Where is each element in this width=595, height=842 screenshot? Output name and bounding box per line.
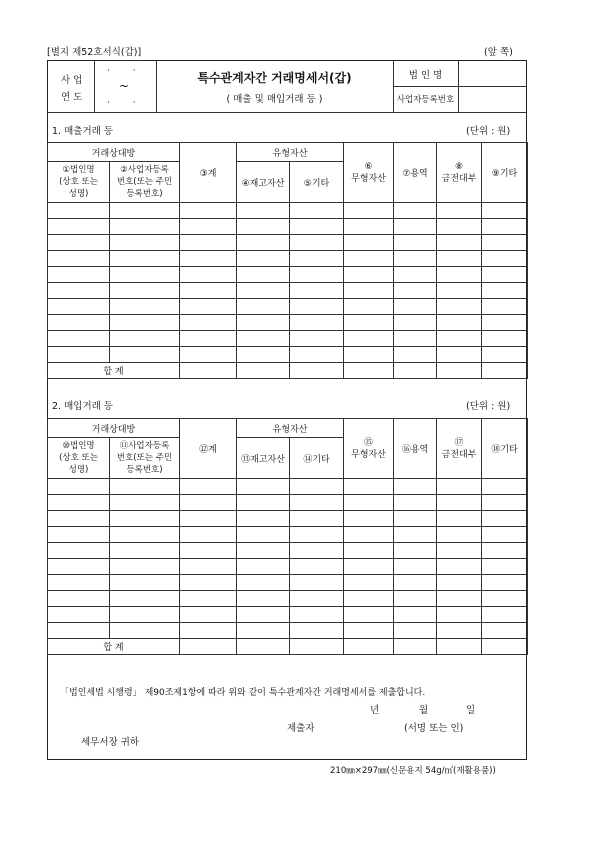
table-row[interactable]	[48, 607, 528, 623]
sales-col1-a: ①법인명	[62, 165, 95, 175]
purchases-total-cell[interactable]	[482, 639, 528, 655]
purchases-tangible-header: 유형자산	[237, 419, 344, 438]
table-row[interactable]	[48, 559, 528, 575]
sales-col-total: ③계	[180, 143, 237, 203]
sales-total-cell[interactable]	[344, 363, 394, 379]
sales-total-cell[interactable]	[394, 363, 437, 379]
table-row[interactable]	[48, 347, 528, 363]
purchases-col2-b: 번호(또는 주민	[116, 453, 173, 463]
submitter-field[interactable]	[325, 716, 395, 732]
sales-col8-label: 금전대부	[441, 173, 477, 184]
purchases-total-cell[interactable]	[237, 639, 290, 655]
purchases-col-services: ⑯용역	[394, 419, 437, 479]
sales-col2-a: ②사업자등록	[120, 165, 169, 175]
purchases-col1-b: (상호 또는	[59, 453, 98, 463]
purchases-table	[47, 418, 528, 655]
table-row[interactable]	[48, 543, 528, 559]
sales-total-label: 합 계	[48, 363, 180, 379]
fiscal-year-end[interactable]: · ·	[107, 98, 146, 108]
sales-table	[47, 142, 528, 379]
purchases-col-corp-name	[48, 438, 110, 479]
sales-tangible-header: 유형자산	[237, 143, 344, 162]
purchases-section-title: 2. 매입거래 등	[52, 401, 113, 412]
purchases-col6-label: 무형자산	[351, 449, 386, 460]
table-row[interactable]	[48, 267, 528, 283]
table-row[interactable]	[48, 495, 528, 511]
addressee-label: 세무서장 귀하	[81, 737, 140, 748]
purchases-total-cell[interactable]	[290, 639, 344, 655]
sales-col-inventory: ④재고자산	[237, 162, 290, 203]
date-month: 월	[419, 705, 429, 716]
table-row[interactable]	[48, 299, 528, 315]
corp-name-label: 법 인 명	[408, 70, 443, 81]
page-side-label: (앞 쪽)	[484, 47, 513, 58]
purchases-total-cell[interactable]	[180, 639, 237, 655]
form-title: 특수관계자간 거래명세서(갑)	[197, 71, 352, 85]
table-row[interactable]	[48, 527, 528, 543]
sales-entry-rows[interactable]	[48, 203, 528, 363]
purchases-entry-rows[interactable]	[48, 479, 528, 639]
purchases-col-inventory: ⑬재고자산	[237, 438, 290, 479]
table-row[interactable]	[48, 283, 528, 299]
purchases-col2-a: ⑪사업자등록	[119, 441, 170, 451]
table-row[interactable]	[48, 331, 528, 347]
sales-col-tangible-other: ⑤기타	[290, 162, 344, 203]
table-row[interactable]	[48, 315, 528, 331]
table-row[interactable]	[48, 479, 528, 495]
biz-reg-field[interactable]	[459, 87, 526, 111]
sales-total-cell[interactable]	[237, 363, 290, 379]
table-row[interactable]	[48, 623, 528, 639]
purchases-col6-num: ⑮	[364, 437, 374, 448]
header-divider	[94, 60, 95, 112]
purchases-col-intangible	[344, 419, 394, 479]
submitter-label: 제출자	[287, 723, 315, 734]
sales-col2-c: 등록번호)	[126, 189, 163, 199]
purchases-col8-num: ⑰	[454, 437, 464, 448]
purchases-col-reg-no	[110, 438, 180, 479]
purchases-col-loans	[437, 419, 482, 479]
sales-col8-num: ⑧	[454, 161, 464, 172]
sales-total-cell[interactable]	[290, 363, 344, 379]
table-row[interactable]	[48, 203, 528, 219]
form-subtitle: ( 매출 및 매입거래 등 )	[226, 94, 323, 105]
sales-col-reg-no	[110, 162, 180, 203]
fiscal-year-start[interactable]: · ·	[107, 66, 146, 76]
purchases-col1-c: 성명)	[68, 465, 89, 475]
table-row[interactable]	[48, 575, 528, 591]
fiscal-year-tilde: ~	[119, 79, 130, 93]
sales-col-other: ⑨기타	[482, 143, 528, 203]
table-row[interactable]	[48, 591, 528, 607]
sales-col1-b: (상호 또는	[59, 177, 98, 187]
sales-col-services: ⑦용역	[394, 143, 437, 203]
sales-total-cell[interactable]	[437, 363, 482, 379]
purchases-total-cell[interactable]	[437, 639, 482, 655]
sales-col-loans	[437, 143, 482, 203]
form-number: [별지 제52호서식(갑)]	[47, 47, 142, 58]
sales-counterparty-header: 거래상대방	[48, 143, 180, 162]
sales-total-cell[interactable]	[180, 363, 237, 379]
fiscal-year-label: 사 업	[61, 75, 83, 86]
table-row[interactable]	[48, 219, 528, 235]
corp-name-field[interactable]	[459, 61, 526, 85]
table-row[interactable]	[48, 235, 528, 251]
purchases-col-other: ⑱기타	[482, 419, 528, 479]
purchases-counterparty-header: 거래상대방	[48, 419, 180, 438]
purchases-total-row	[48, 639, 528, 655]
sales-col6-num: ⑥	[364, 161, 373, 172]
table-row[interactable]	[48, 511, 528, 527]
purchases-col-tangible-other: ⑭기타	[290, 438, 344, 479]
biz-reg-label: 사업자등록번호	[396, 95, 455, 105]
sales-total-row	[48, 363, 528, 379]
purchases-col1-a: ⑩법인명	[62, 441, 95, 451]
purchases-unit: (단위 : 원)	[466, 401, 511, 412]
date-year: 년	[370, 705, 380, 716]
submission-statement: 「법인세법 시행령」 제90조제1항에 따라 위와 같이 특수관계자간 거래명세서를 제출합니다.	[60, 688, 426, 698]
sales-col1-c: 성명)	[68, 189, 89, 199]
sales-col-corp-name	[48, 162, 110, 203]
purchases-total-cell[interactable]	[344, 639, 394, 655]
sales-total-cell[interactable]	[482, 363, 528, 379]
sales-col2-b: 번호(또는 주민	[116, 177, 173, 187]
purchases-total-cell[interactable]	[394, 639, 437, 655]
sales-section-title: 1. 매출거래 등	[52, 126, 113, 137]
sales-col6-label: 무형자산	[351, 173, 386, 184]
header-bottom-line	[47, 112, 527, 113]
sales-col-intangible	[344, 143, 394, 203]
paper-spec: 210㎜×297㎜(신문용지 54g/㎡(재활용품))	[330, 766, 496, 776]
sales-unit: (단위 : 원)	[466, 126, 511, 137]
purchases-total-label: 합 계	[48, 639, 180, 655]
purchases-col2-c: 등록번호)	[126, 465, 163, 475]
date-day: 일	[466, 705, 476, 716]
table-row[interactable]	[48, 251, 528, 267]
purchases-col8-label: 금전대부	[441, 449, 477, 460]
purchases-col-total: ⑫계	[180, 419, 237, 479]
signature-label: (서명 또는 인)	[404, 723, 464, 734]
fiscal-year-label: 연 도	[61, 92, 83, 103]
